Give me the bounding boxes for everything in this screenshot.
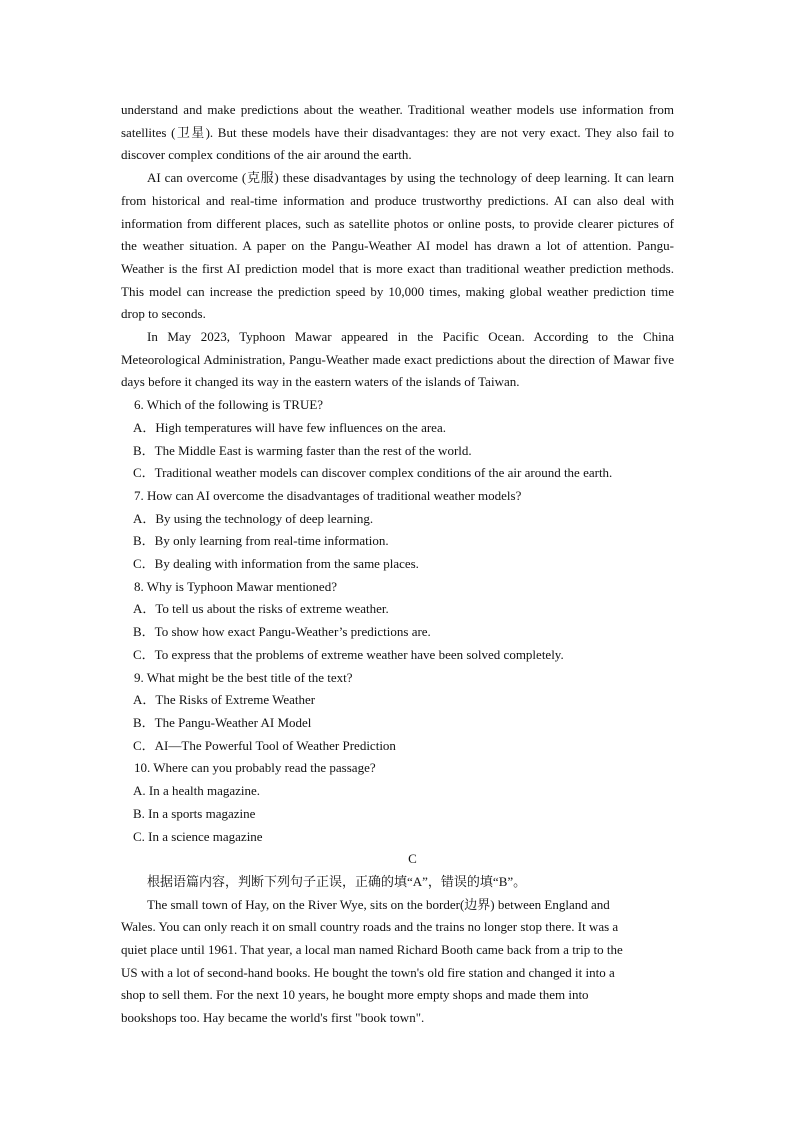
question-10	[121, 757, 674, 848]
text-line: Wales. You can only reach it on small country roads and the trains no longer stop there. It was a	[121, 919, 619, 935]
option-a: A．The Risks of Extreme Weather	[133, 692, 316, 708]
option-b: B．To show how exact Pangu-Weather’s predictions are.	[133, 624, 431, 640]
option-b: B. In a sports magazine	[133, 805, 256, 821]
question-6	[121, 394, 674, 485]
section-c-paragraph-1	[121, 894, 674, 1030]
option-a: A．To tell us about the risks of extreme weather.	[133, 601, 389, 617]
passage-paragraph-3: In May 2023, Typhoon Mawar appeared in the Pacific Ocean. According to the China Meteorological Administration, Pangu-Weather made exact predictions about the direction of Mawar five days before it changed its way in the eastern waters of the islands of Taiwan.	[121, 329, 674, 390]
question-stem: 6. Which of the following is TRUE?	[134, 397, 324, 413]
option-b: B．The Middle East is warming faster than the rest of the world.	[133, 442, 472, 458]
option-a: A．By using the technology of deep learning.	[133, 510, 374, 526]
question-8	[121, 576, 674, 667]
question-stem: 10. Where can you probably read the passage?	[134, 760, 376, 776]
option-a: A. In a health magazine.	[133, 783, 261, 799]
option-a: A．High temperatures will have few influences on the area.	[133, 419, 446, 435]
text-line: bookshops too. Hay became the world's first "book town".	[121, 1010, 425, 1026]
passage-paragraph-1: understand and make predictions about the weather. Traditional weather models use information from satellites (卫星). But these models have their disadvantages: they are not very exact. They also fail to discover complex conditions of the air around the earth.	[121, 102, 674, 163]
question-stem: 9. What might be the best title of the text?	[134, 669, 353, 685]
option-c: C．By dealing with information from the same places.	[133, 556, 419, 572]
question-9	[121, 667, 674, 758]
option-c: C．To express that the problems of extreme weather have been solved completely.	[133, 646, 564, 662]
section-instruction: 根据语篇内容，判断下列句子正误，正确的填“A”，错误的填“B”。	[147, 873, 527, 889]
question-7	[121, 485, 674, 576]
option-b: B．The Pangu-Weather AI Model	[133, 714, 312, 730]
text-line: shop to sell them. For the next 10 years, he bought more empty shops and made them into	[121, 987, 589, 1003]
option-b: B．By only learning from real-time information.	[133, 533, 389, 549]
question-stem: 8. Why is Typhoon Mawar mentioned?	[134, 578, 337, 594]
text-line: The small town of Hay, on the River Wye, sits on the border(边界) between England and	[147, 896, 610, 912]
option-c: C．AI—The Powerful Tool of Weather Prediction	[133, 737, 396, 753]
section-heading: C	[408, 851, 417, 867]
passage-paragraph-2: AI can overcome (克服) these disadvantages by using the technology of deep learning. It can learn from historical and real-time information and produce trustworthy predictions. AI can also deal with information from different places, such as satellite photos or online posts, to provide clearer pictures of the weather situation. A paper on the Pangu-Weather AI model has drawn a lot of attention. Pangu-Weather is the first AI prediction model that is more exact than traditional weather prediction methods. This model can increase the prediction speed by 10,000 times, making global weather prediction time drop to seconds.	[121, 170, 674, 322]
text-line: quiet place until 1961. That year, a local man named Richard Booth came back from a trip to the	[121, 942, 623, 958]
question-stem: 7. How can AI overcome the disadvantages of traditional weather models?	[134, 487, 522, 503]
page-content	[121, 99, 674, 1030]
option-c: C. In a science magazine	[133, 828, 263, 844]
text-line: US with a lot of second-hand books. He bought the town's old fire station and changed it into a	[121, 964, 615, 980]
option-c: C．Traditional weather models can discover complex conditions of the air around the earth.	[133, 465, 613, 481]
